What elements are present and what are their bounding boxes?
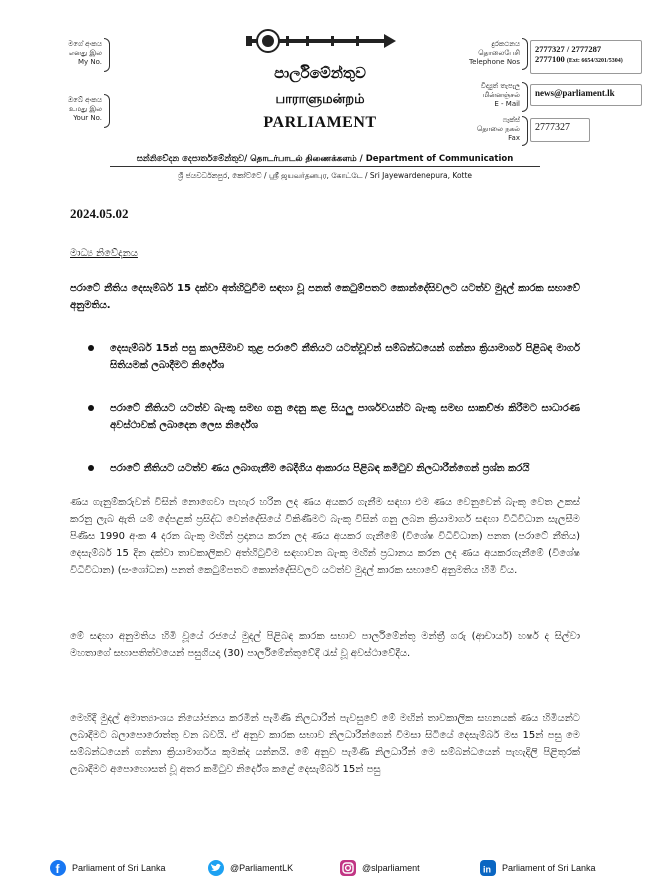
header-divider xyxy=(110,166,540,167)
telephone-box: 2777327 / 2777287 2777100 (Ext: 6654/3201/5304) xyxy=(530,40,642,74)
telephone-label: දුරකථනය தொலைபேசி Telephone Nos xyxy=(469,40,520,66)
my-no-label: මගේ අංකය எனது இல My No. xyxy=(68,40,102,66)
media-release-label: මාධ්‍ය නිවේදනය xyxy=(70,248,138,259)
facebook-icon xyxy=(50,860,66,876)
svg-text:in: in xyxy=(483,864,491,875)
paragraph-2: මේ සඳහා අනුමතිය හිමි වූයේ රජයේ මුදල් පිළිබඳ කාරක සභාව පාර්ලිමේන්තු මන්ත්‍රී ගරු (ආචාර්ය) හර්ෂ ද සිල්වා මහතාගේ සභාපතිත්වයෙන් පසුගියදා (30) පාර්ලිමේන්තුවේදී රැස් වූ අවස්ථාවේදීය. xyxy=(70,631,580,659)
svg-text:f: f xyxy=(55,862,60,876)
email-brace xyxy=(522,82,528,112)
department-line: සන්නිවේදන දෙපාර්තමේන්තුව/ தொடர்பாடல் திணைக்களம் / Department of Communication xyxy=(136,154,514,164)
paragraph-3: මෙහිදී මුදල් අමාත්‍යාංශය නියෝජනය කරමින් පැමිණි නිලධාරීන් පැවසුවේ මේ මඟින් තාවකාලික සහනයක් ණය හිමියන්ට ලබාදීමට බලාපොරොත්තු වන බවයි. ඒ අනුව කාරක සභාව නිලධාරීන්ගෙන් විමසා සිටියේ දෙසැම්බර් මස 15න් පසු මෙ සම්බන්ධයෙන් ගන්නා ක්‍රියාමාර්ගය කුමක්ද යන්නයි. මේ අනුව පැමිණි නිලධාරීන් මෙ සම්බන්ධයෙන් පැහැදිලි පිළිතුරක් ලබාදීමට අපොහොසත් වූ අතර කමිටුව නිර්දේශ කළේ දෙසැම්බර් 15න් පසු xyxy=(70,713,580,775)
title-sinhala: පාර්ලිමේන්තුව xyxy=(274,64,366,82)
telephone-brace xyxy=(522,38,528,70)
my-no-brace xyxy=(104,38,110,72)
title-tamil: பாராளுமன்றம் xyxy=(275,92,365,107)
instagram-link[interactable]: @slparliament xyxy=(340,860,420,876)
twitter-icon xyxy=(208,860,224,876)
linkedin-link[interactable]: in Parliament of Sri Lanka xyxy=(480,860,596,876)
your-no-label: ඔබේ අංකය உமது இல Your No. xyxy=(68,96,102,122)
paragraph-1: ණය ගැනුම්කරුවන් විසින් නොගෙවා පැහැර හරින ලද ණය අයකර ගැනීම සඳහා එම ණය වෙනුවෙන් බැංකු වෙත උකස් කරනු ලැබ ඇති යම් දේපළක් ප්‍රසිද්ධ වෙන්දේසියේ විකිණීමට බැංකු විසින් ගනු ලබන ක්‍රියාමාර්ග සඳහා විධිවිධාන සැලසීම පිණිස 1990 අංක 4 දරන බැංකු මඟින් ප්‍රදානය කරන ලද ණය අයකර ගැනීමේ (විශේෂ විධිවිධාන) පනත (පරාටේ නීතිය) දෙසැම්බර් 15 දින දක්වා තාවකාලිකව අත්හිටුවීම සඳහාවන බැංකු මඟින් ප්‍රධානය කරන ලද ණය අයකරගැනීමේ (විශේෂ විධිවිධාන) (සංශෝධන) පනත් කෙටුම්පතට කොන්දේසිවලට යටත්ව මුදල් කාරක සභාවේ අනුමතිය හිමි විය. xyxy=(70,497,580,576)
key-point: පරාටේ නීතියට යටත්ව බැංකු සමඟ ගනු දෙනු කළ සියලු පාර්ශවයන්ට බැංකු සමඟ සාකච්ඡා කිරීමට සාධාරණ අවස්ථාවක් ලබාදෙන ලෙස නිර්දේශ xyxy=(80,400,580,434)
fax-brace xyxy=(522,116,528,146)
title-english: PARLIAMENT xyxy=(263,114,377,131)
parliament-mace-emblem xyxy=(246,28,396,54)
footer-social-links xyxy=(0,860,650,882)
bullet-icon xyxy=(88,405,94,411)
bullet-icon xyxy=(88,345,94,351)
facebook-link[interactable]: f Parliament of Sri Lanka xyxy=(50,860,166,876)
fax-box: 2777327 xyxy=(530,118,590,142)
key-point: පරාටේ නීතියට යටත්ව ණය ලබාගැනීම බෙදීගිය ආකාරය පිළිබඳ කමිටුව නිලධාරීන්ගෙන් ප්‍රශ්න කරයි xyxy=(80,460,580,477)
fax-label: ෆැක්ස් தொலை நகல் Fax xyxy=(476,116,520,142)
instagram-icon xyxy=(340,860,356,876)
key-points xyxy=(80,340,580,503)
bullet-icon xyxy=(88,465,94,471)
key-point: දෙසැම්බර් 15න් පසු කාලසීමාව තුළ පරාටේ නීතියට යටත්වූවන් සම්බන්ධයෙන් ගන්නා ක්‍රියාමාර්ග පිළිබඳ මාර්ග සිතියමක් ලබාදීමට නිර්දේශ xyxy=(80,340,580,374)
release-date: 2024.05.02 xyxy=(70,206,129,221)
linkedin-icon xyxy=(480,860,496,876)
email-box: news@parliament.lk xyxy=(530,84,642,106)
email-label: විද්‍යුත් තැපැල மின்னஞ்சல் E - Mail xyxy=(480,82,520,108)
your-no-brace xyxy=(104,94,110,128)
twitter-link[interactable]: @ParliamentLK xyxy=(208,860,293,876)
headline: පරාටේ නීතිය දෙසැම්බර් 15 දක්වා අත්හිටුවීම සඳහා වූ පනත් කෙටුම්පතට කොන්දේසිවලට යටත්ව මුදල් කාරක සභාවේ අනුමතිය. xyxy=(70,283,580,311)
address-line: ශ්‍රී ජයවර්ධනපුර, කෝට්ටේ / ஸ்ரீ ஜயவர்தனபுர, கோட்டே / Sri Jayewardenepura, Kotte xyxy=(177,171,473,180)
